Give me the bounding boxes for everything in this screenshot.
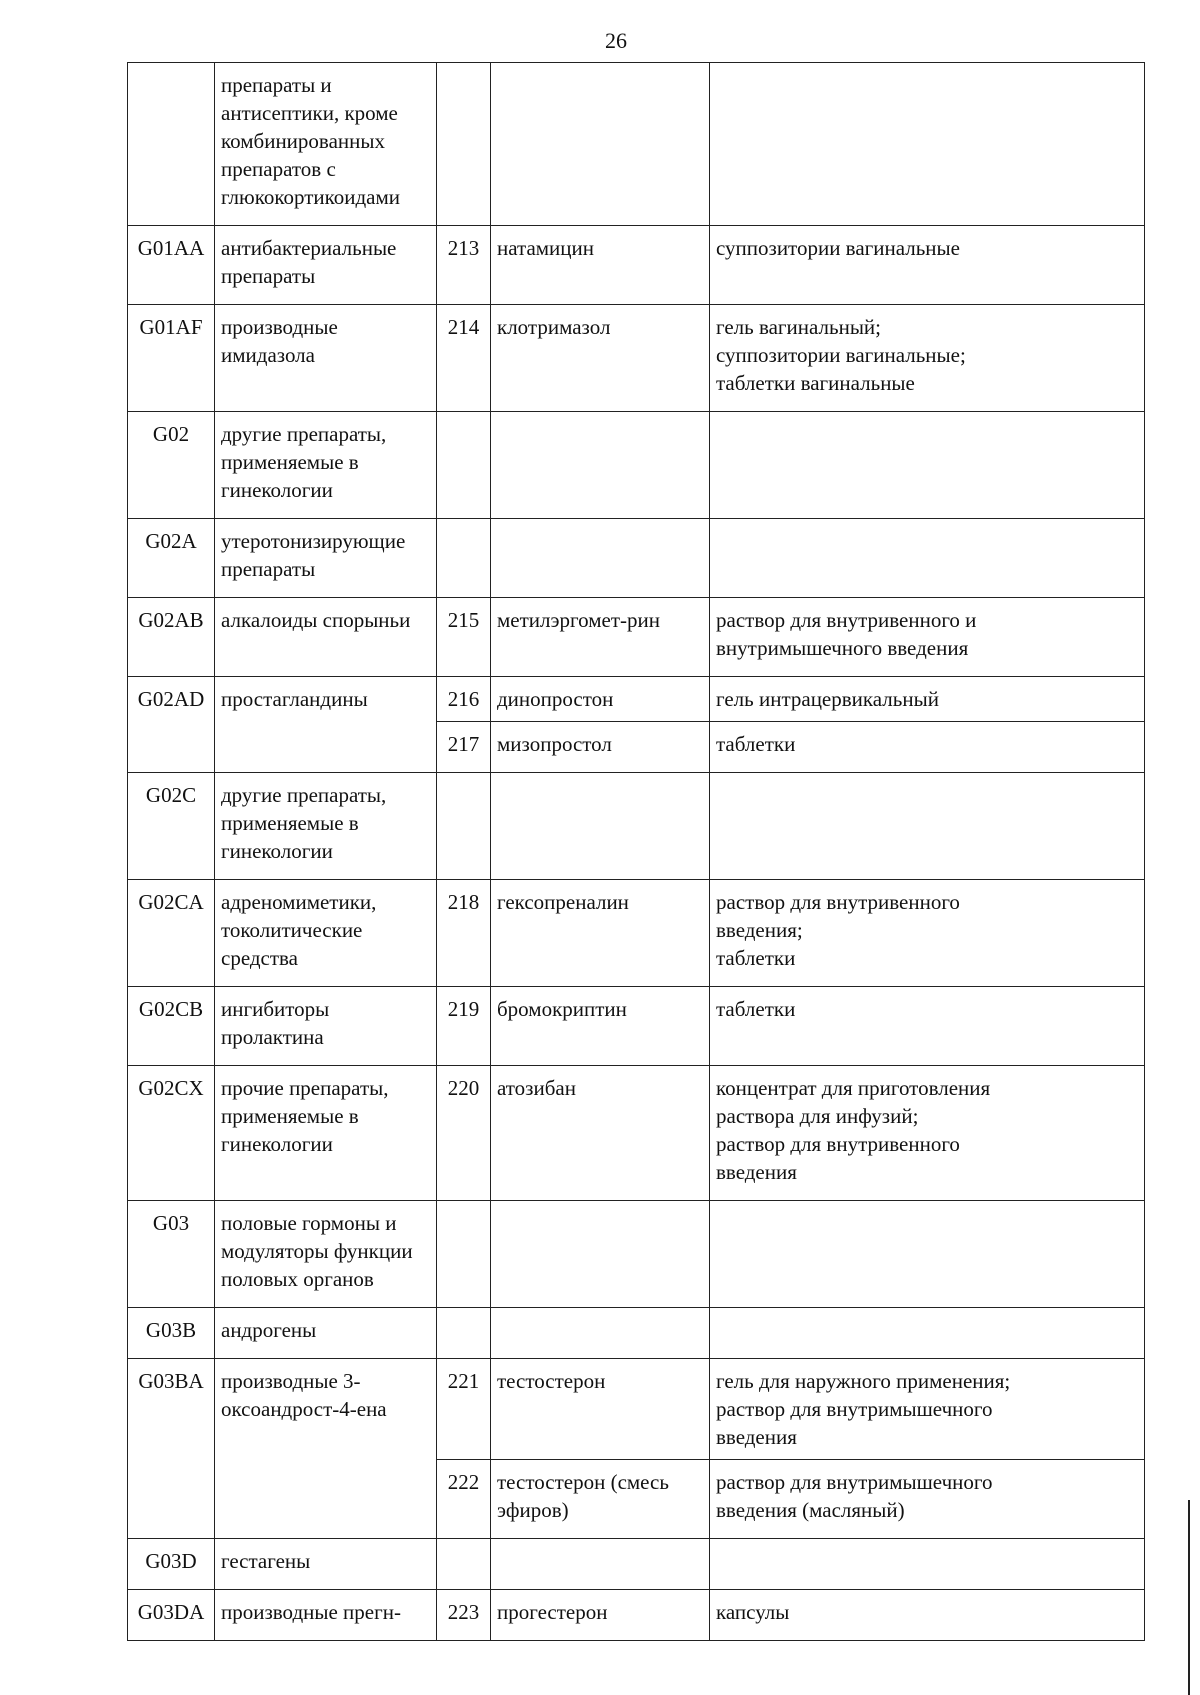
atc-code-cell: G03DA (128, 1590, 215, 1641)
drug-name-cell: натамицин (491, 226, 710, 305)
dosage-form-cell (710, 63, 1145, 226)
table-row (128, 226, 1145, 305)
atc-code-cell: G02CA (128, 880, 215, 987)
drug-name-cell: мизопростол (491, 722, 710, 773)
atc-code-cell: G02CB (128, 987, 215, 1066)
atc-code-cell: G02A (128, 519, 215, 598)
atc-code-cell: G02AB (128, 598, 215, 677)
table-row (128, 987, 1145, 1066)
dosage-form-cell (710, 773, 1145, 880)
table-row (128, 1066, 1145, 1201)
item-number-cell (437, 1539, 491, 1590)
dosage-form-cell: суппозитории вагинальные (710, 226, 1145, 305)
drug-name-cell (491, 1308, 710, 1359)
drug-name-cell: гексопреналин (491, 880, 710, 987)
item-number-cell (437, 773, 491, 880)
margin-rule (1188, 1500, 1190, 1695)
group-name-cell: другие препараты, применяемые в гинекологии (215, 773, 437, 880)
dosage-form-cell (710, 412, 1145, 519)
item-number-cell: 222 (437, 1460, 491, 1539)
table-row (128, 1201, 1145, 1308)
table-row (128, 1308, 1145, 1359)
dosage-form-cell: гель для наружного применения; раствор для внутримышечного введения (710, 1359, 1145, 1460)
item-number-cell (437, 63, 491, 226)
drug-name-cell (491, 1201, 710, 1308)
dosage-form-cell: концентрат для приготовления раствора для инфузий; раствор для внутривенного введения (710, 1066, 1145, 1201)
atc-code-cell: G02 (128, 412, 215, 519)
group-name-cell: антибактериальные препараты (215, 226, 437, 305)
group-name-cell: алкалоиды спорыньи (215, 598, 437, 677)
group-name-cell: другие препараты, применяемые в гинекологии (215, 412, 437, 519)
table-row (128, 880, 1145, 987)
item-number-cell (437, 1308, 491, 1359)
group-name-cell: утеротонизирующие препараты (215, 519, 437, 598)
page-number: 26 (605, 28, 627, 53)
table-row (128, 305, 1145, 412)
atc-code-cell: G02C (128, 773, 215, 880)
group-name-cell: простагландины (215, 677, 437, 773)
dosage-form-cell (710, 1308, 1145, 1359)
drug-name-cell (491, 63, 710, 226)
dosage-form-cell: таблетки (710, 987, 1145, 1066)
atc-code-cell: G02AD (128, 677, 215, 773)
dosage-form-cell: таблетки (710, 722, 1145, 773)
group-name-cell: производные имидазола (215, 305, 437, 412)
dosage-form-cell: капсулы (710, 1590, 1145, 1641)
group-name-cell: адреномиметики, токолитические средства (215, 880, 437, 987)
drug-name-cell: динопростон (491, 677, 710, 722)
drug-name-cell: метилэргомет-рин (491, 598, 710, 677)
atc-code-cell: G02CX (128, 1066, 215, 1201)
group-name-cell: андрогены (215, 1308, 437, 1359)
group-name-cell: гестагены (215, 1539, 437, 1590)
group-name-cell: ингибиторы пролактина (215, 987, 437, 1066)
drug-name-cell (491, 1539, 710, 1590)
dosage-form-cell: раствор для внутримышечного введения (масляный) (710, 1460, 1145, 1539)
item-number-cell: 217 (437, 722, 491, 773)
table-row (128, 1359, 1145, 1460)
dosage-form-cell: гель интрацервикальный (710, 677, 1145, 722)
table-row (128, 1539, 1145, 1590)
group-name-cell: производные 3- оксоандрост-4-ена (215, 1359, 437, 1539)
table-row (128, 598, 1145, 677)
item-number-cell: 213 (437, 226, 491, 305)
item-number-cell: 221 (437, 1359, 491, 1460)
table-row (128, 412, 1145, 519)
table-row (128, 1590, 1145, 1641)
item-number-cell (437, 412, 491, 519)
atc-code-cell: G03BA (128, 1359, 215, 1539)
atc-code-cell: G01AF (128, 305, 215, 412)
group-name-cell: прочие препараты, применяемые в гинекологии (215, 1066, 437, 1201)
item-number-cell (437, 1201, 491, 1308)
item-number-cell: 223 (437, 1590, 491, 1641)
item-number-cell: 218 (437, 880, 491, 987)
item-number-cell: 220 (437, 1066, 491, 1201)
group-name-cell: половые гормоны и модуляторы функции половых органов (215, 1201, 437, 1308)
dosage-form-cell (710, 1201, 1145, 1308)
atc-code-cell: G03B (128, 1308, 215, 1359)
item-number-cell (437, 519, 491, 598)
table-row (128, 519, 1145, 598)
drug-name-cell: прогестерон (491, 1590, 710, 1641)
dosage-form-cell: раствор для внутривенного и внутримышечного введения (710, 598, 1145, 677)
table-row (128, 773, 1145, 880)
dosage-form-cell: гель вагинальный; суппозитории вагинальные; таблетки вагинальные (710, 305, 1145, 412)
drug-name-cell: клотримазол (491, 305, 710, 412)
group-name-cell: производные прегн- (215, 1590, 437, 1641)
drug-table (127, 62, 1145, 1641)
drug-name-cell (491, 773, 710, 880)
dosage-form-cell (710, 1539, 1145, 1590)
drug-name-cell: атозибан (491, 1066, 710, 1201)
item-number-cell: 219 (437, 987, 491, 1066)
item-number-cell: 214 (437, 305, 491, 412)
atc-code-cell (128, 63, 215, 226)
table-row (128, 63, 1145, 226)
drug-name-cell (491, 519, 710, 598)
drug-name-cell: бромокриптин (491, 987, 710, 1066)
group-name-cell: препараты и антисептики, кроме комбинированных препаратов с глюкокортикоидами (215, 63, 437, 226)
dosage-form-cell: раствор для внутривенного введения; таблетки (710, 880, 1145, 987)
drug-name-cell: тестостерон (491, 1359, 710, 1460)
dosage-form-cell (710, 519, 1145, 598)
table-body (128, 63, 1145, 1641)
item-number-cell: 215 (437, 598, 491, 677)
drug-name-cell (491, 412, 710, 519)
atc-code-cell: G03D (128, 1539, 215, 1590)
atc-code-cell: G01AA (128, 226, 215, 305)
table-row (128, 677, 1145, 722)
drug-name-cell: тестостерон (смесь эфиров) (491, 1460, 710, 1539)
atc-code-cell: G03 (128, 1201, 215, 1308)
item-number-cell: 216 (437, 677, 491, 722)
